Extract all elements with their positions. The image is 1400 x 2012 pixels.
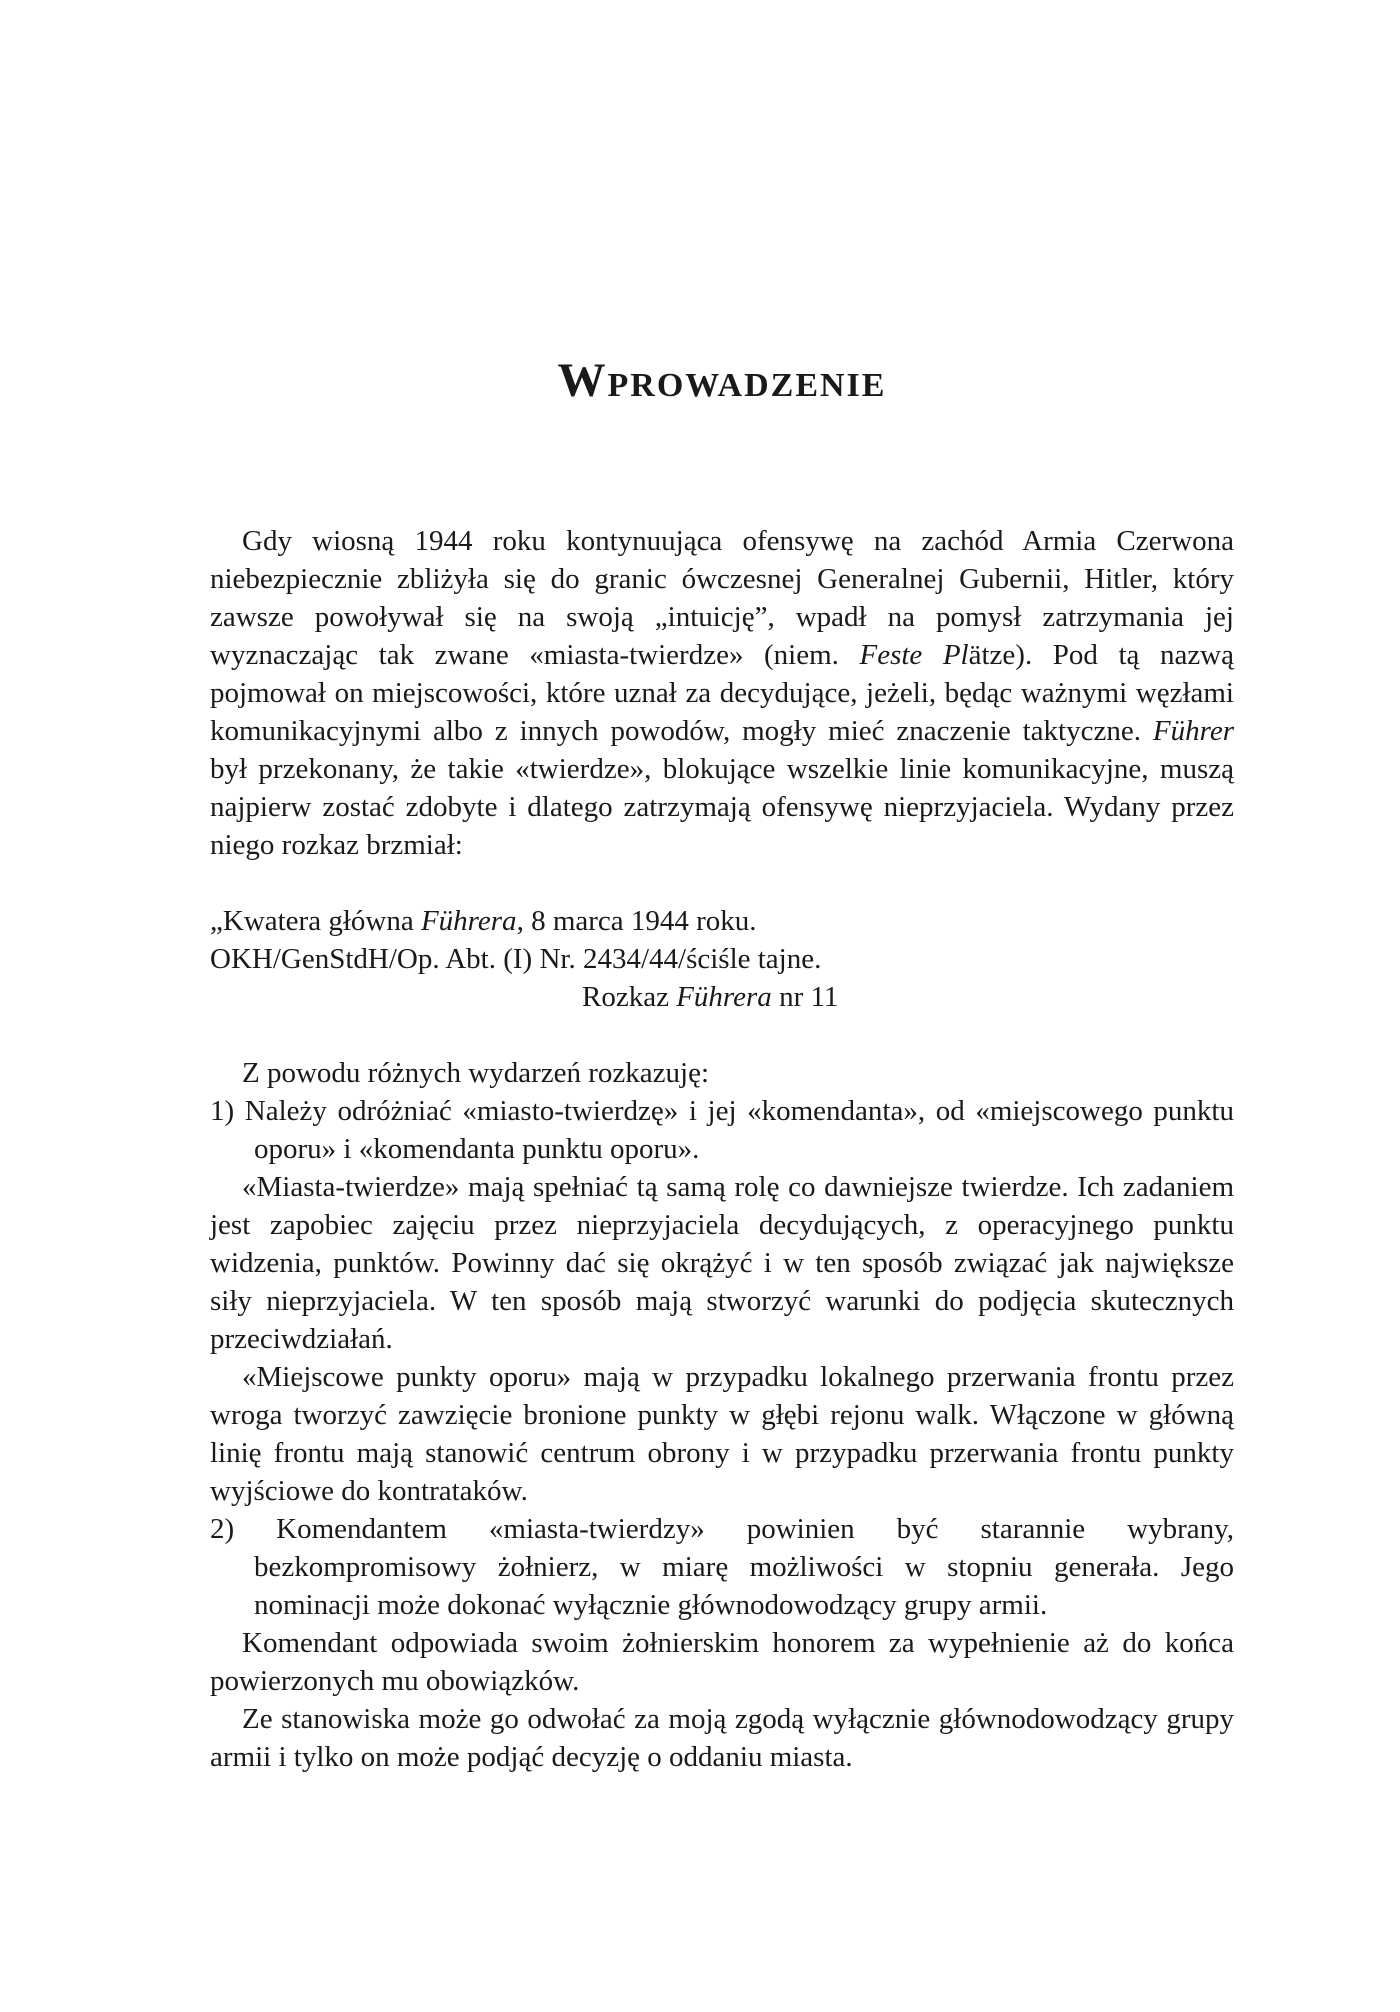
order-header-line-1-c: , 8 marca 1944 roku. <box>516 905 757 937</box>
order-item-2: 2) Komendantem «miasta-twierdzy» powinien być starannie wybrany, bezkompromisowy żołnierz, w miarę możliwości w stopniu generała. Jego nominacji może dokonać wyłącznie głównodowodzący grupy armii. <box>210 1513 1234 1621</box>
fortress-cities-paragraph: «Miasta-twierdze» mają spełniać tą samą rolę co dawniejsze twierdze. Ich zadaniem jest zapobiec zajęciu przez nieprzyjaciela decydujących, z operacyjnego punktu widzenia, punktów. Powinny dać się okrążyć i w ten sposób związać jak największe siły nieprzyjaciela. W ten sposób mają stworzyć warunki do podjęcia skutecznych przeciwdziałań. <box>210 1171 1234 1355</box>
document-page <box>210 0 1234 2012</box>
order-intro-paragraph: Z powodu różnych wydarzeń rozkazuję: <box>242 1057 710 1089</box>
order-header-line-3-b: Führera <box>676 981 772 1013</box>
commandant-honor-paragraph: Komendant odpowiada swoim żołnierskim honorem za wypełnienie aż do końca powierzonych mu obowiązków. <box>210 1627 1234 1697</box>
intro-paragraph <box>210 522 1234 864</box>
spacer <box>210 1016 1234 1054</box>
spacer <box>210 864 1234 902</box>
intro-text-b: Feste Pl <box>859 639 969 671</box>
order-header-line-1-b: Führera <box>420 905 517 937</box>
order-header-line-3-a: Rozkaz <box>582 981 677 1013</box>
local-strongpoints-paragraph: «Miejscowe punkty oporu» mają w przypadku lokalnego przerwania frontu przez wroga tworzyć zawzięcie bronione punkty w głębi rejonu walk. Włączone w główną linię frontu mają stanowić centrum obrony i w przypadku przerwania frontu punkty wyjściowe do kontrataków. <box>210 1361 1234 1507</box>
intro-text-d: Führer <box>1152 715 1234 747</box>
order-header-line-3 <box>210 978 1234 1016</box>
body-text <box>210 522 1234 1776</box>
order-header-line-1-a: „Kwatera główna <box>210 905 421 937</box>
order-item-1: 1) Należy odróżniać «miasto-twierdzę» i jej «komendanta», od «miejscowego punktu oporu» i «komendanta punktu oporu». <box>210 1095 1234 1165</box>
order-header-line-3-c: nr 11 <box>771 981 839 1013</box>
intro-text-e: był przekonany, że takie «twierdze», blokujące wszelkie linie komunikacyjne, muszą najpierw zostać zdobyte i dlatego zatrzymają ofensywę nieprzyjaciela. Wydany przez niego rozkaz brzmiał: <box>210 753 1234 861</box>
order-header-line-1 <box>210 902 1234 940</box>
intro-text-a: Gdy wiosną 1944 roku kontynuująca ofensywę na zachód Armia Czerwona niebezpiecznie zbliżyła się do granic ówczesnej Generalnej Gubernii, Hitler, który zawsze powoływał się na swoją „intuicję”, wpadł na pomysł zatrzymania jej wyznaczając tak zwane «miasta-twierdze» (niem. <box>210 525 1234 671</box>
chapter-title: Wprowadzenie <box>557 354 887 407</box>
order-header-line-2: OKH/GenStdH/Op. Abt. (I) Nr. 2434/44/ściśle tajne. <box>210 943 822 975</box>
intro-text-c: ätze). Pod tą nazwą pojmował on miejscowości, które uznał za decydujące, jeżeli, będąc ważnymi węzłami komunikacyjnymi albo z innych powodów, mogły mieć znaczenie taktyczne. <box>210 639 1235 747</box>
dismissal-paragraph: Ze stanowiska może go odwołać za moją zgodą wyłącznie głównodowodzący grupy armii i tylko on może podjąć decyzję o oddaniu miasta. <box>210 1703 1234 1773</box>
